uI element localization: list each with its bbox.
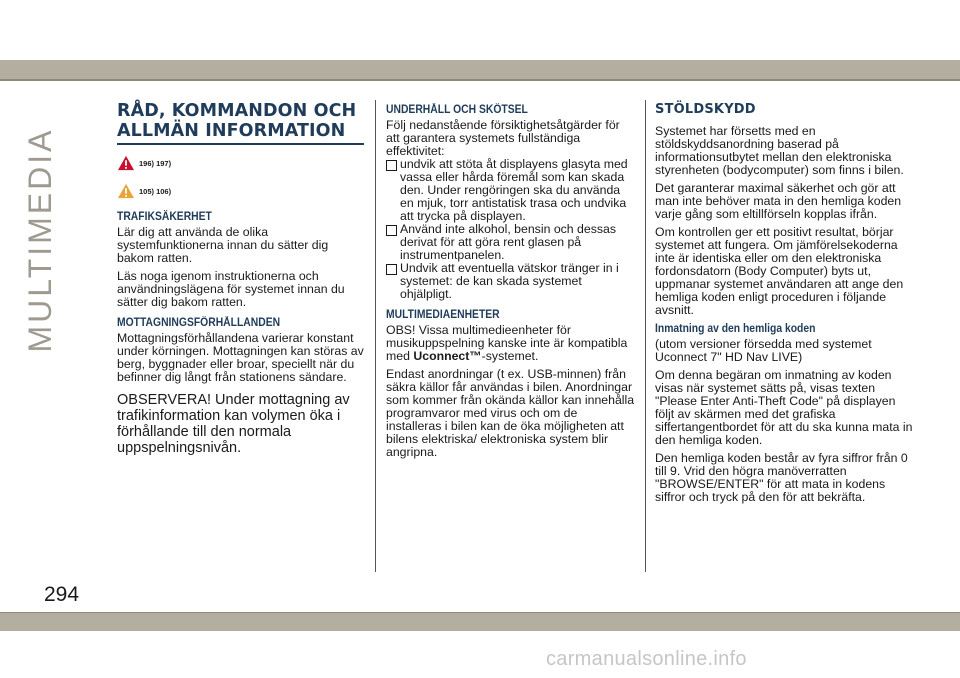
- checkbox-bullet-icon: [386, 160, 397, 171]
- page-number: 294: [44, 583, 80, 606]
- bottom-margin: [0, 631, 960, 678]
- caution-triangle-icon: [117, 183, 135, 199]
- heading-reception: MOTTAGNINGSFÖRHÅLLANDEN: [117, 317, 281, 329]
- heading-anti-theft: STÖLDSKYDD: [655, 102, 756, 117]
- column-3: [655, 100, 913, 509]
- note-paragraph: OBSERVERA! Under mottagning av trafikinformation kan volymen öka i förhållande till den normala uppspelningsnivån.: [117, 392, 350, 456]
- brand-name: Uconnect™: [413, 349, 482, 363]
- checkbox-bullet-icon: [386, 225, 397, 236]
- caution-refs: 105) 106): [139, 186, 172, 196]
- column-divider: [645, 100, 646, 572]
- paragraph: [386, 324, 636, 363]
- heading-enter-code: Inmatning av den hemliga koden: [655, 323, 816, 335]
- page-title: [117, 101, 364, 141]
- paragraph-text: -systemet.: [481, 349, 539, 363]
- heading-maintenance: UNDERHÅLL OCH SKÖTSEL: [386, 104, 528, 116]
- header-stripe-edge: [0, 79, 960, 81]
- top-margin: [0, 0, 960, 60]
- caution-reference: [117, 183, 364, 199]
- warning-reference: [117, 155, 364, 171]
- list-item-text: Använd inte alkohol, bensin och dessas derivat för att göra rent glasen på instrumentpanelen.: [400, 222, 617, 262]
- page-title-line-2: ALLMÄN INFORMATION: [117, 121, 346, 141]
- list-item-text: undvik att stöta åt displayens glasyta med vassa eller hårda föremål som kan skada den. Under rengöringen ska du använda en mjuk, torr antistatisk trasa och undvika att trycka på displayen.: [400, 157, 628, 223]
- paragraph: Endast anordningar (t ex. USB-minnen) från säkra källor får användas i bilen. Anordningar som kommer från okända källor kan innehålla programvaror med virus och om de installeras i bilen kan de öka möjligheten att bilens elektriska/ elektroniska system blir angripna.: [386, 367, 635, 459]
- paragraph: Om kontrollen ger ett positivt resultat, börjar systemet att fungera. Om jämförelsekoderna inte är identiska eller om den elektroniska fordonsdatorn (Body Computer) byts ut, uppmanar systemet användaren att ange den hemliga koden enligt proceduren i följande avsnitt.: [655, 225, 904, 317]
- paragraph: Den hemliga koden består av fyra siffror från 0 till 9. Vrid den högra manöverratten "BROWSE/ENTER" för att mata in kodens siffror och tryck på den för att bekräfta.: [655, 451, 908, 504]
- list-item-text: Undvik att eventuella vätskor tränger in i systemet: de kan skada systemet ohjälpligt.: [400, 261, 619, 301]
- column-2: [386, 100, 636, 464]
- warning-refs: 196) 197): [139, 158, 172, 168]
- warning-triangle-icon: [117, 155, 135, 171]
- column-divider: [375, 100, 376, 572]
- watermark: carmanualsonline.info: [546, 648, 747, 670]
- header-stripe: [0, 60, 960, 80]
- section-tab-label: MULTIMEDIA: [22, 127, 58, 353]
- paragraph: Systemet har försetts med en stöldskyddsanordning baserad på informationsutbytet mellan den elektroniska styrenheten (bodycomputer) som finns i bilen.: [655, 124, 904, 177]
- paragraph: Läs noga igenom instruktionerna och användningslägena för systemet innan du sätter dig bakom ratten.: [117, 269, 345, 309]
- page-title-line-1: RÅD, KOMMANDON OCH: [117, 101, 357, 121]
- checkbox-bullet-icon: [386, 264, 397, 275]
- list-item: [386, 223, 636, 262]
- paragraph: Om denna begäran om inmatning av koden visas när systemet sätts på, visas texten "Please Enter Anti-Theft Code" på displayen följt av skärmen med det grafiska siffertangentbordet för att du ska kunna mata in den hemliga koden.: [655, 368, 913, 447]
- paragraph: Följ nedanstående försiktighetsåtgärder för att garantera systemets fullständiga effektivitet:: [386, 118, 620, 158]
- list-item: [386, 262, 636, 301]
- paragraph: Det garanterar maximal säkerhet och gör att man inte behöver mata in den hemliga koden varje gång som eltillförseln kopplas ifrån.: [655, 181, 902, 221]
- paragraph: (utom versioner försedda med systemet Uconnect 7" HD Nav LIVE): [655, 337, 872, 364]
- paragraph-text: OBS! Vissa multimedieenheter för musikuppspelning kanske inte är kompatibla med: [386, 323, 628, 363]
- heading-multimedia-devices: MULTIMEDIAENHETER: [386, 309, 500, 321]
- paragraph: Mottagningsförhållandena varierar konstant under körningen. Mottagningen kan störas av berg, byggnader eller broar, speciellt när du befinner dig långt från stationens sändare.: [117, 331, 364, 384]
- heading-traffic-safety: TRAFIKSÄKERHET: [117, 211, 212, 223]
- list-item: [386, 158, 636, 223]
- footer-stripe: [0, 613, 960, 631]
- paragraph: Lär dig att använda de olika systemfunktionerna innan du sätter dig bakom ratten.: [117, 225, 329, 265]
- column-1: [117, 100, 364, 461]
- title-underline: [117, 143, 364, 145]
